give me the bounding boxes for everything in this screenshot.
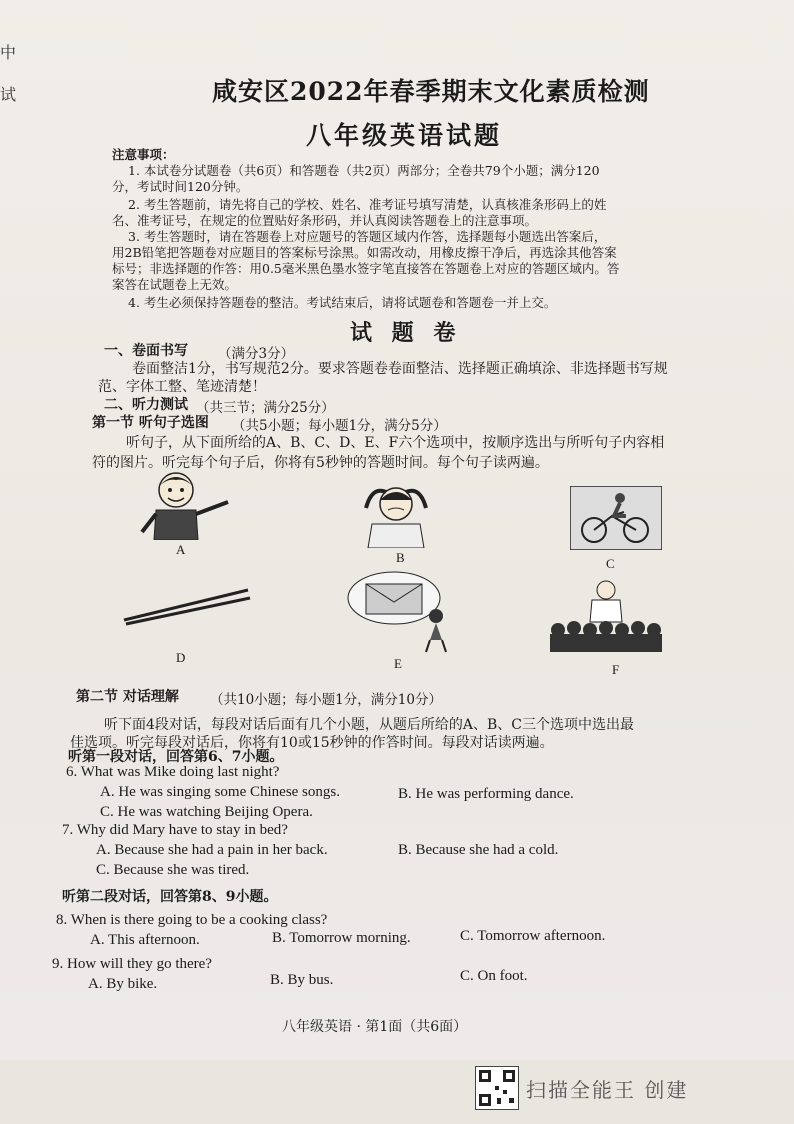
option-a: A. By bike.: [88, 976, 158, 992]
notice-line: 1. 本试卷分试题卷（共6页）和答题卷（共2页）两部分；全卷共79个小题；满分120: [128, 163, 600, 178]
notice-line: 2. 考生答题前，请先将自己的学校、姓名、准考证号填写清楚，认真核准条形码上的姓: [128, 197, 607, 212]
picture-label: C: [606, 556, 615, 571]
option-c: C. Tomorrow afternoon.: [460, 928, 606, 944]
notice-line: 用2B铅笔把答题卷对应题目的答案标号涂黑。如需改动，用橡皮擦干净后，再选涂其他答案: [112, 245, 617, 260]
part1-text: 范、字体工整、笔迹清楚！: [98, 379, 266, 395]
doctor-audience-illustration: [548, 578, 664, 652]
section1-text: 听句子，从下面所给的A、B、C、D、E、F六个选项中，按顺序选出与所听句子内容相: [126, 435, 665, 451]
option-b: B. He was performing dance.: [398, 786, 574, 802]
section2-score: （共10小题；每小题1分，满分10分）: [210, 692, 442, 708]
option-b: B. By bus.: [270, 972, 334, 988]
notice-line: 4. 考生必须保持答题卷的整洁。考试结束后，请将试题卷和答题卷一并上交。: [128, 295, 557, 310]
picture-label: A: [176, 542, 186, 557]
notice-heading: 注意事项：: [112, 147, 175, 162]
option-c: C. Because she was tired.: [96, 862, 250, 878]
option-a: A. This afternoon.: [90, 932, 200, 948]
letter-girl-illustration: [344, 570, 454, 654]
notice-line: 名、准考证号，在规定的位置贴好条形码，并认真阅读答题卷上的注意事项。: [112, 213, 538, 228]
section1-heading: 第一节 听句子选图: [92, 415, 209, 431]
page-footer: 八年级英语 · 第1面（共6面）: [282, 1019, 468, 1035]
picture-label: F: [612, 662, 620, 677]
question-text: 6. What was Mike doing last night?: [66, 764, 280, 780]
section2-heading: 第二节 对话理解: [76, 689, 179, 705]
question-text: 7. Why did Mary have to stay in bed?: [62, 822, 288, 838]
question-text: 9. How will they go there?: [52, 956, 212, 972]
cyclist-illustration: [570, 486, 662, 550]
section-title: 试 题 卷: [350, 320, 462, 346]
part1-heading: 一、卷面书写: [104, 343, 188, 359]
notice-line: 3. 考生答题时，请在答题卷上对应题号的答题区域内作答，选择题每小题选出答案后，: [128, 229, 607, 244]
section1-score: （共5小题；每小题1分，满分5分）: [232, 418, 447, 434]
notice-line: 标号；非选择题的作答：用0.5毫米黑色墨水签字笔直接答在答题卷上对应的答题区域内。答: [112, 261, 620, 276]
page-title: 咸安区2022年春季期末文化素质检测: [212, 77, 650, 106]
picture-label: B: [396, 550, 405, 565]
option-a: A. Because she had a pain in her back.: [96, 842, 328, 858]
part2-heading: 二、听力测试: [104, 397, 188, 413]
part1-score: （满分3分）: [218, 346, 295, 362]
part2-score: （共三节；满分25分）: [196, 400, 335, 416]
option-c: C. On foot.: [460, 968, 528, 984]
section2-text: 听下面4段对话，每段对话后面有几个小题，从题后所给的A、B、C三个选项中选出最: [104, 717, 635, 733]
picture-label: E: [394, 656, 402, 671]
option-b: B. Tomorrow morning.: [272, 930, 411, 946]
part1-text: 卷面整洁1分，书写规范2分。要求答题卷卷面整洁、选择题正确填涂、非选择题书写规: [132, 361, 668, 377]
scanner-brand: 扫描全能王 创建: [526, 1078, 689, 1102]
page-subtitle: 八年级英语试题: [306, 121, 503, 150]
edge-char: 试: [0, 85, 17, 104]
headache-man-illustration: [346, 478, 446, 548]
qr-code-icon: [475, 1066, 519, 1110]
notice-line: 案答在试题卷上无效。: [112, 277, 238, 292]
notice-line: 分，考试时间120分钟。: [112, 179, 249, 194]
question-text: 8. When is there going to be a cooking class?: [56, 912, 328, 928]
section2-text: 佳选项。听完每段对话后，你将有10或15秒钟的作答时间。每段对话读两遍。: [70, 735, 554, 751]
option-b: B. Because she had a cold.: [398, 842, 559, 858]
picture-label: D: [176, 650, 186, 665]
dialogue-instruction: 听第一段对话，回答第6、7小题。: [68, 749, 284, 765]
option-c: C. He was watching Beijing Opera.: [100, 804, 313, 820]
chopsticks-illustration: [122, 586, 252, 626]
dialogue-instruction: 听第二段对话，回答第8、9小题。: [62, 889, 278, 905]
option-a: A. He was singing some Chinese songs.: [100, 784, 340, 800]
boy-illustration: [128, 470, 238, 540]
section1-text: 符的图片。听完每个句子后，你将有5秒钟的答题时间。每个句子读两遍。: [92, 455, 549, 471]
edge-char: 中: [0, 43, 17, 62]
